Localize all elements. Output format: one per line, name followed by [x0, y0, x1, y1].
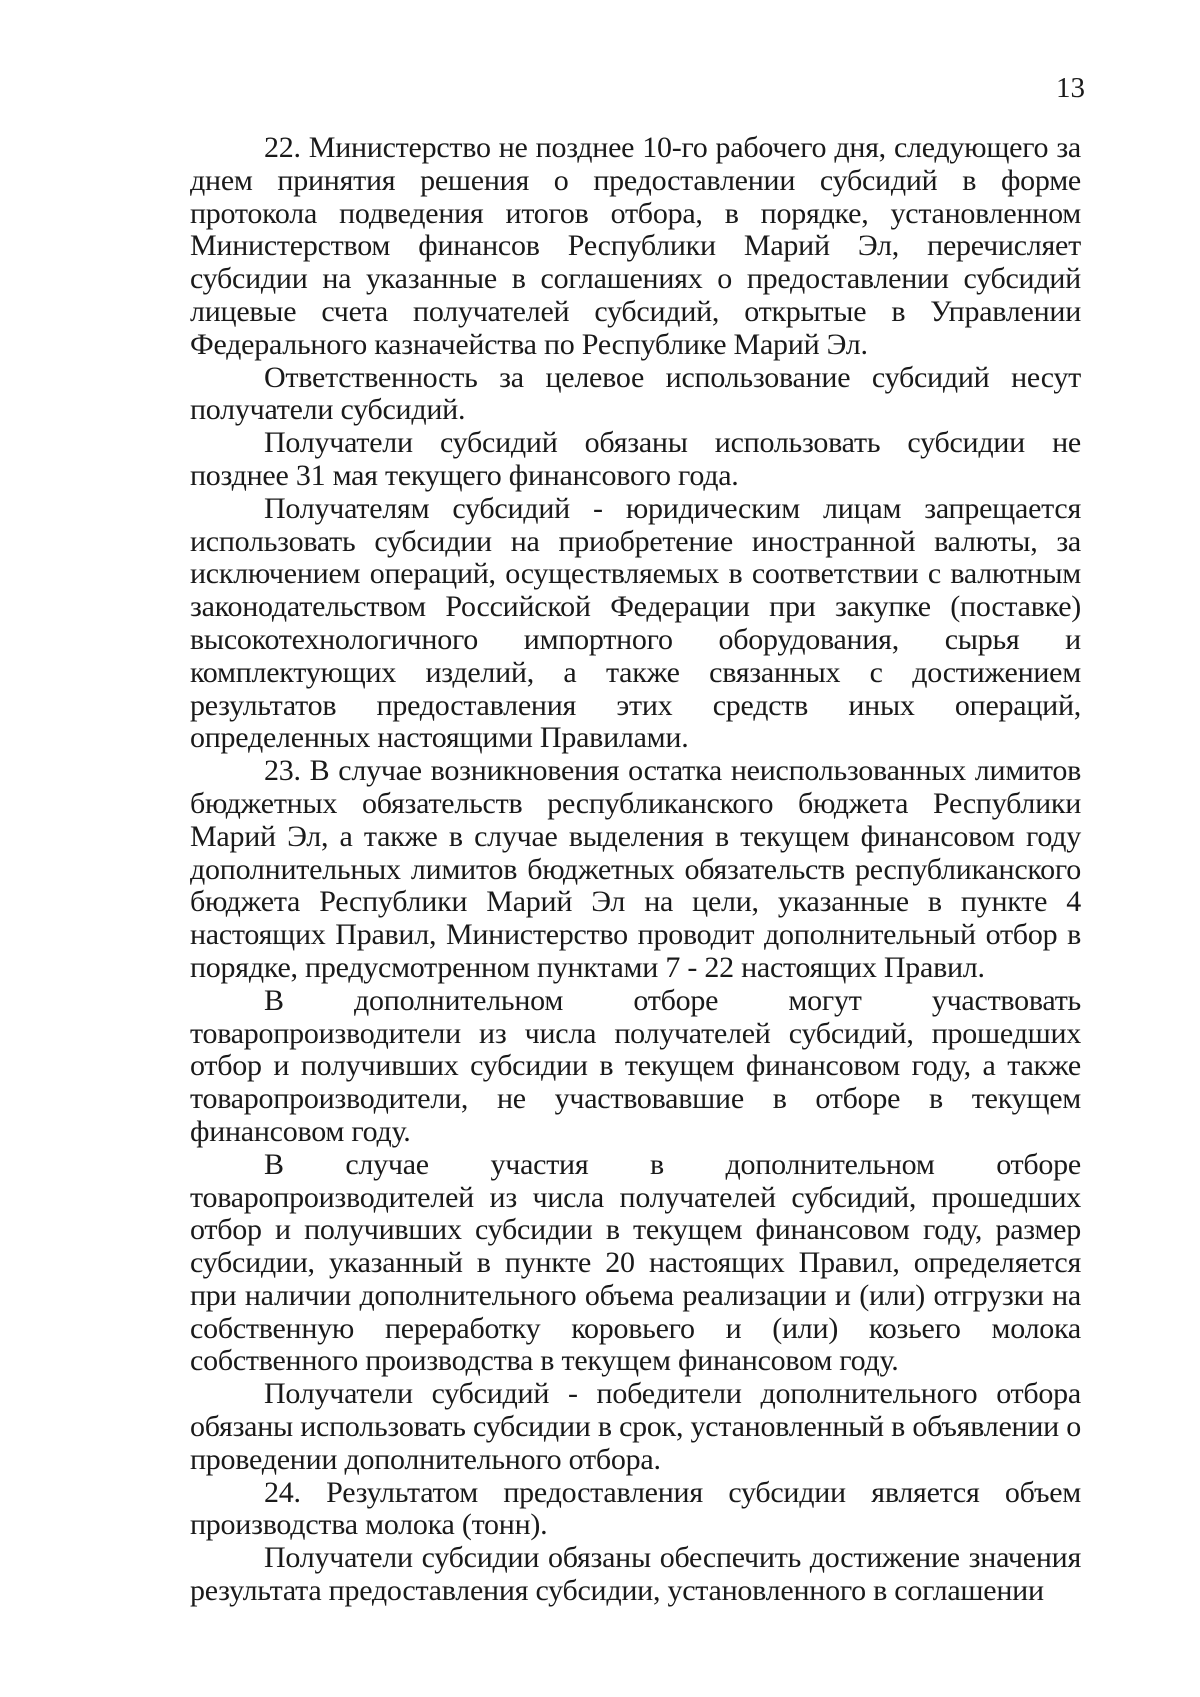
paragraph-currency-restriction: Получателям субсидий - юридическим лицам запрещается использовать субсидии на приобретение иностранной валюты, за исключением операций, осуществляемых в соответствии с валютным законодательством Российской Федерации при закупке (поставке) высокотехнологичного импортного оборудования, сырья и комплектующих изделий, а также связанных с достижением результатов предоставления этих средств иных операций, определенных настоящими Правилами. — [190, 491, 1081, 755]
paragraph-additional-selection-participants: В дополнительном отборе могут участвовать товаропроизводители из числа получателей субсидий, прошедших отбор и получивших субсидии в текущем финансовом году, а также товаропроизводители, не участвовавшие в отборе в текущем финансовом году. — [190, 983, 1081, 1148]
paragraph-usage-deadline: Получатели субсидий обязаны использовать субсидии не позднее 31 мая текущего финансового года. — [190, 426, 1081, 492]
paragraph-winners-deadline: Получатели субсидий - победители дополнительного отбора обязаны использовать субсидии в срок, установленный в объявлении о проведении дополнительного отбора. — [190, 1377, 1081, 1476]
paragraph-22: 22. Министерство не позднее 10-го рабочего дня, следующего за днем принятия решения о предоставлении субсидий в форме протокола подведения итогов отбора, в порядке, установленном Министерством финансов Республики Марий Эл, перечисляет субсидии на указанные в соглашениях о предоставлении субсидий лицевые счета получателей субсидий, открытые в Управлении Федерального казначейства по Республике Марий Эл. — [190, 131, 1081, 361]
document-body — [190, 132, 1081, 1608]
page-number: 13 — [1056, 72, 1085, 104]
paragraph-responsibility: Ответственность за целевое использование субсидий несут получатели субсидий. — [190, 360, 1081, 427]
paragraph-23: 23. В случае возникновения остатка неиспользованных лимитов бюджетных обязательств республиканского бюджета Республики Марий Эл, а также в случае выделения в текущем финансовом году дополнительных лимитов бюджетных обязательств республиканского бюджета Республики Марий Эл на цели, указанные в пункте 4 настоящих Правил, Министерство проводит дополнительный отбор в порядке, предусмотренном пунктами 7 - 22 настоящих Правил. — [190, 754, 1081, 984]
paragraph-additional-selection-amount: В случае участия в дополнительном отборе товаропроизводителей из числа получателей субсидий, прошедших отбор и получивших субсидии в текущем финансовом году, размер субсидии, указанный в пункте 20 настоящих Правил, определяется при наличии дополнительного объема реализации и (или) отгрузки на собственную переработку коровьего и (или) козьего молока собственного производства в текущем финансовом году. — [190, 1147, 1081, 1378]
paragraph-24: 24. Результатом предоставления субсидии является объем производства молока (тонн). — [190, 1475, 1081, 1542]
paragraph-result-achievement: Получатели субсидии обязаны обеспечить достижение значения результата предоставления субсидии, установленного в соглашении — [190, 1541, 1081, 1608]
